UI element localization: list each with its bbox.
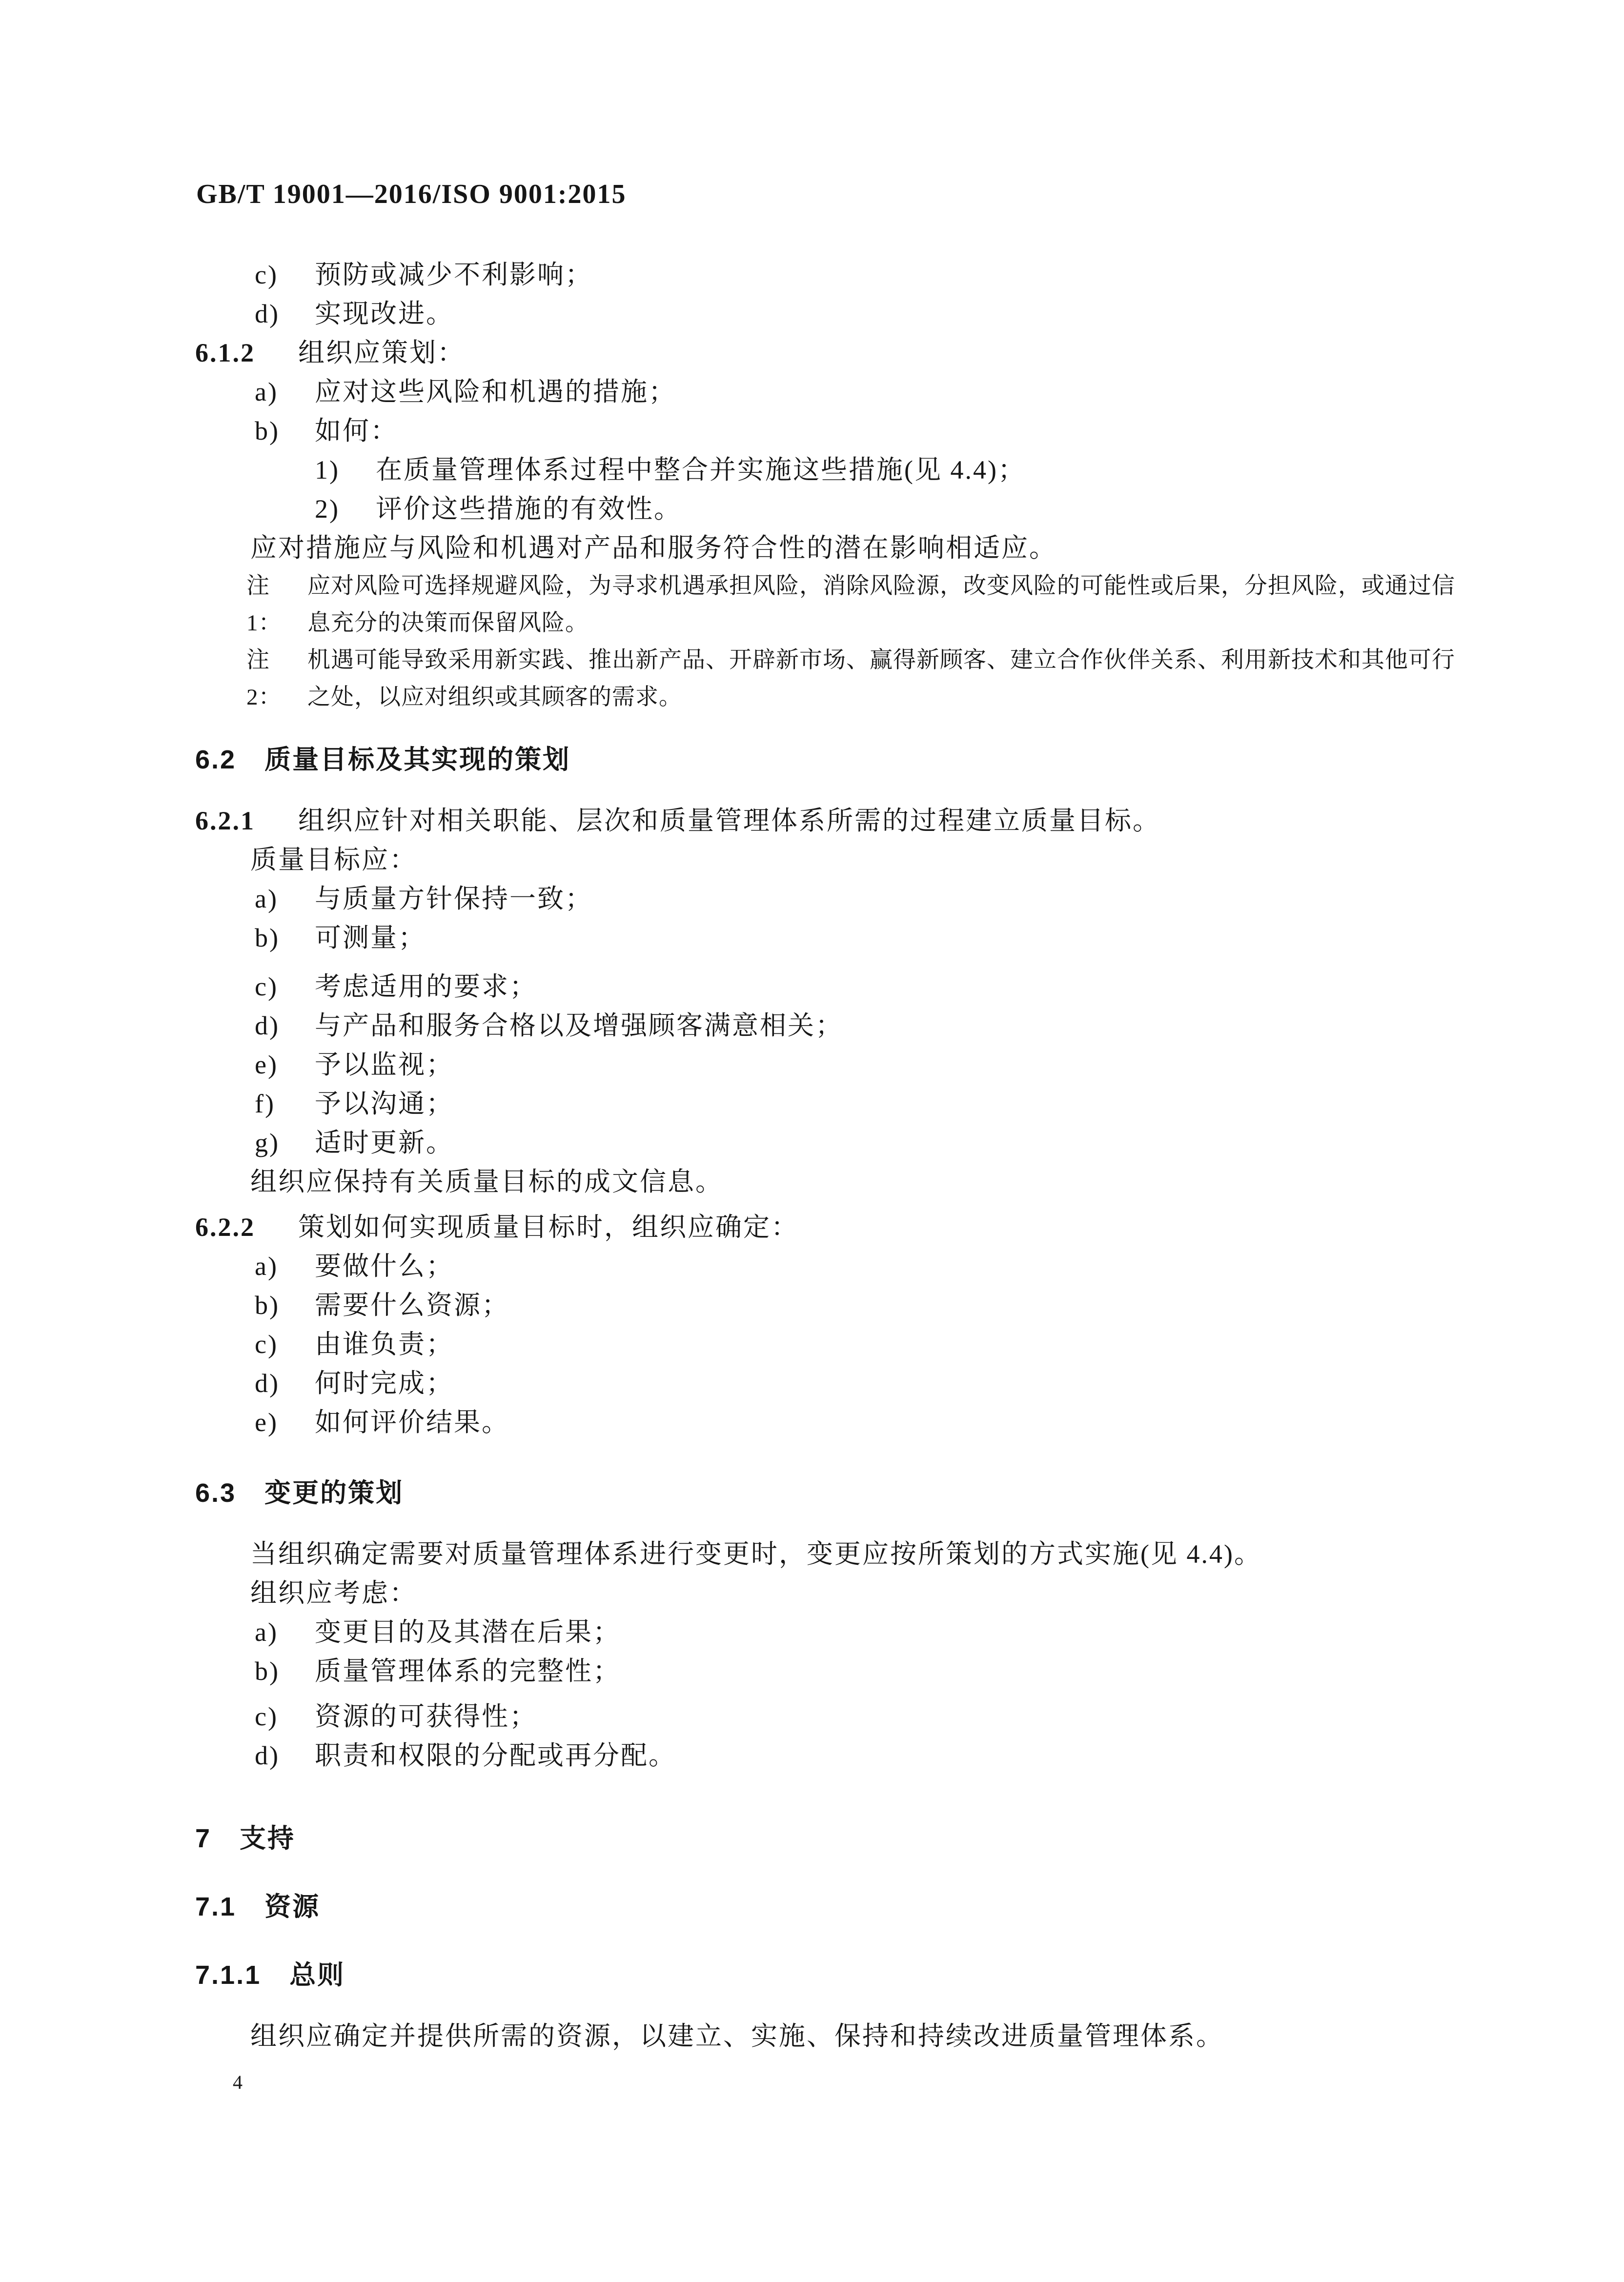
note-label: 注 2： — [246, 647, 282, 710]
clause-number: 6.1.2 — [195, 338, 255, 367]
list-item-label: b) — [255, 416, 280, 445]
list-item-label: c) — [255, 1330, 278, 1359]
paragraph: 当组织确定需要对质量管理体系进行变更时，变更应按所策划的方式实施(见 4.4)。 — [250, 1539, 1262, 1569]
note-line: 机遇可能导致采用新实践、推出新产品、开辟新市场、赢得新顾客、建立合作伙伴关系、利用新技术和其他可行 — [307, 647, 1455, 673]
list-item-text: 与产品和服务合格以及增强顾客满意相关； — [315, 1011, 843, 1040]
list-item — [255, 918, 1624, 957]
list-item-text: 予以沟通； — [315, 1089, 454, 1118]
note-line: 应对风险可选择规避风险，为寻求机遇承担风险，消除风险源，改变风险的可能性或后果，分担风险，或通过信 — [307, 573, 1455, 599]
paragraph: 应对措施应与风险和机遇对产品和服务符合性的潜在影响相适应。 — [250, 533, 1057, 563]
list-item — [255, 294, 1624, 333]
list-item-text: 实现改进。 — [315, 299, 454, 328]
clause-number: 7.1.1 — [195, 1960, 262, 1990]
page-header-standard-code: GB/T 19001—2016/ISO 9001:2015 — [196, 179, 627, 209]
clause-number: 6.2.1 — [195, 806, 255, 835]
list-item-text: 考虑适用的要求； — [315, 972, 537, 1001]
list-item-label: b) — [255, 1291, 280, 1320]
note-label: 注 1： — [246, 573, 282, 636]
clause-6-2-2 — [195, 1208, 1624, 1247]
note-body — [307, 567, 1455, 642]
list-item-label: d) — [255, 1011, 280, 1040]
list-item — [255, 372, 1624, 411]
list-item-label: d) — [255, 1741, 280, 1770]
list-item-label: a) — [255, 1617, 278, 1647]
list-item-text: 质量管理体系的完整性； — [315, 1656, 621, 1686]
note-2 — [246, 642, 1624, 716]
paragraph: 组织应考虑： — [250, 1578, 417, 1608]
list-item-text: 预防或减少不利影响； — [315, 260, 593, 289]
list-item — [255, 1325, 1624, 1364]
clause-number: 6.3 — [195, 1478, 237, 1508]
list-item-label: a) — [255, 884, 278, 913]
clause-number: 7 — [195, 1824, 212, 1853]
sub-list-item-text: 评价这些措施的有效性。 — [376, 494, 682, 524]
sub-list-item-text: 在质量管理体系过程中整合并实施这些措施(见 4.4)； — [376, 455, 1026, 485]
list-item — [255, 879, 1624, 918]
list-item-label: a) — [255, 1252, 278, 1281]
clause-text: 组织应针对相关职能、层次和质量管理体系所需的过程建立质量目标。 — [298, 806, 1160, 835]
clause-title: 资源 — [264, 1892, 321, 1921]
clause-number: 6.2 — [195, 745, 237, 774]
list-item-text: 如何： — [315, 416, 398, 445]
list-item-label: f) — [255, 1089, 275, 1118]
list-item-text: 可测量； — [315, 923, 426, 952]
clause-7-heading — [195, 1819, 1624, 1858]
list-item-label: c) — [255, 972, 278, 1001]
list-item-label: g) — [255, 1128, 280, 1157]
clause-number: 7.1 — [195, 1892, 237, 1921]
clause-text: 策划如何实现质量目标时，组织应确定： — [298, 1212, 799, 1242]
list-item — [255, 1123, 1624, 1162]
list-item-text: 职责和权限的分配或再分配。 — [315, 1741, 676, 1770]
clause-7-1-1-heading — [195, 1956, 1624, 1995]
list-item — [255, 1045, 1624, 1084]
clause-7-1-heading — [195, 1887, 1624, 1926]
clause-title: 变更的策划 — [264, 1478, 404, 1508]
list-item-text: 予以监视； — [315, 1050, 454, 1079]
list-item — [255, 1364, 1624, 1403]
list-item-label: b) — [255, 1656, 280, 1686]
list-item-label: a) — [255, 377, 278, 406]
list-item-label: c) — [255, 260, 278, 289]
list-item — [255, 1736, 1624, 1775]
list-item — [255, 1613, 1624, 1652]
list-item-text: 变更目的及其潜在后果； — [315, 1617, 621, 1647]
list-item — [255, 1403, 1624, 1442]
list-item-label: c) — [255, 1702, 278, 1731]
list-item-text: 资源的可获得性； — [315, 1702, 537, 1731]
list-item — [255, 1006, 1624, 1045]
list-item-text: 应对这些风险和机遇的措施； — [315, 377, 676, 406]
list-item-label: d) — [255, 1369, 280, 1398]
list-item — [255, 1247, 1624, 1286]
list-item-label: e) — [255, 1408, 278, 1437]
sub-list-item — [315, 450, 1624, 489]
list-item — [255, 1697, 1624, 1736]
list-item-label: e) — [255, 1050, 278, 1079]
list-item-text: 与质量方针保持一致； — [315, 884, 593, 913]
paragraph: 质量目标应： — [250, 845, 417, 874]
paragraph: 组织应保持有关质量目标的成文信息。 — [250, 1167, 723, 1196]
clause-6-1-2 — [195, 333, 1624, 372]
list-item — [255, 1286, 1624, 1325]
note-line: 息充分的决策而保留风险。 — [307, 610, 589, 636]
clause-6-2-heading — [195, 740, 1624, 779]
list-item — [255, 1652, 1624, 1691]
sub-list-item-label: 1) — [315, 455, 340, 485]
list-item — [255, 411, 1624, 450]
list-item-text: 如何评价结果。 — [315, 1408, 509, 1437]
list-item-text: 何时完成； — [315, 1369, 454, 1398]
page-number: 4 — [233, 2071, 243, 2093]
clause-text: 组织应策划： — [298, 338, 465, 367]
list-item — [255, 255, 1624, 294]
list-item-text: 适时更新。 — [315, 1128, 454, 1157]
sub-list-item — [315, 489, 1624, 528]
list-item — [255, 1084, 1624, 1123]
list-item-label: b) — [255, 923, 280, 952]
clause-title: 支持 — [240, 1824, 296, 1853]
list-item — [255, 967, 1624, 1006]
clause-title: 总则 — [289, 1960, 345, 1990]
list-item-text: 要做什么； — [315, 1252, 454, 1281]
clause-6-3-heading — [195, 1474, 1624, 1513]
note-body — [307, 642, 1455, 716]
note-1 — [246, 567, 1624, 642]
clause-title: 质量目标及其实现的策划 — [264, 745, 571, 774]
list-item-text: 需要什么资源； — [315, 1291, 509, 1320]
list-item-text: 由谁负责； — [315, 1330, 454, 1359]
clause-number: 6.2.2 — [195, 1212, 255, 1242]
note-line: 之处，以应对组织或其顾客的需求。 — [307, 685, 682, 710]
list-item-label: d) — [255, 299, 280, 328]
clause-6-2-1 — [195, 801, 1624, 840]
sub-list-item-label: 2) — [315, 494, 340, 524]
paragraph: 组织应确定并提供所需的资源，以建立、实施、保持和持续改进质量管理体系。 — [250, 2021, 1224, 2051]
